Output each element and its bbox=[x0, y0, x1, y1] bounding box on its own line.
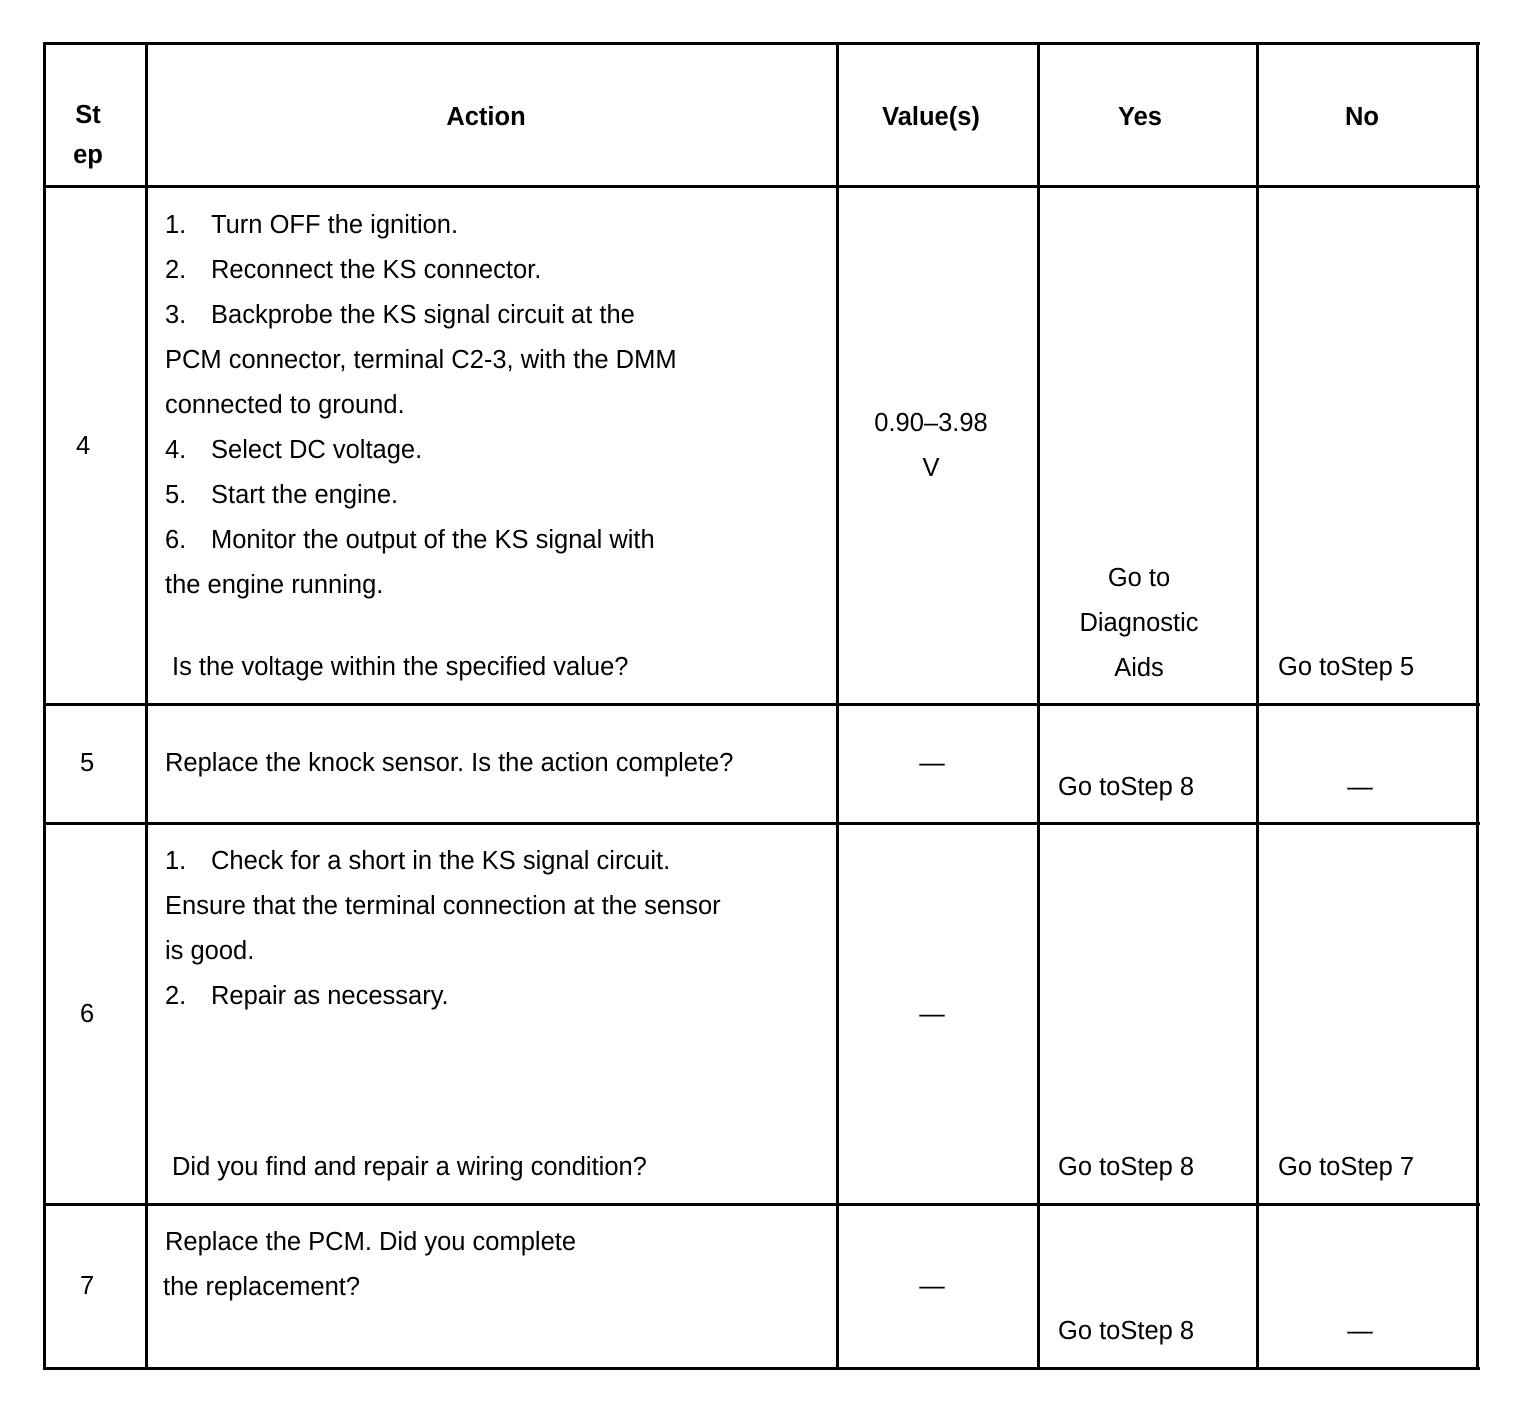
value-cell: — bbox=[919, 1000, 945, 1028]
value-cell: — bbox=[919, 749, 945, 777]
step-number: 7 bbox=[80, 1272, 95, 1300]
action-item: 6. Monitor the output of the KS signal with bbox=[165, 526, 655, 554]
action-item: 4. Select DC voltage. bbox=[165, 436, 423, 464]
header-divider bbox=[43, 185, 1480, 188]
action-continuation: connected to ground. bbox=[165, 391, 405, 419]
header-step bbox=[48, 95, 128, 175]
step-number: 5 bbox=[80, 749, 95, 777]
no-cell: — bbox=[1347, 1317, 1373, 1345]
table-border-left bbox=[43, 42, 46, 1370]
header-action: Action bbox=[446, 103, 526, 131]
yes-cell: Go to Diagnostic Aids bbox=[1079, 564, 1199, 682]
table-border-bottom bbox=[43, 1367, 1480, 1370]
column-divider bbox=[1256, 42, 1259, 1370]
action-item: 2. Repair as necessary. bbox=[165, 982, 449, 1010]
header-step-line1: St bbox=[75, 101, 101, 129]
action-item: 3. Backprobe the KS signal circuit at the bbox=[165, 301, 635, 329]
no-cell: — bbox=[1347, 773, 1373, 801]
action-cell: Replace the PCM. Did you complete the replacement? bbox=[163, 1228, 577, 1301]
action-item: 1. Check for a short in the KS signal circuit. bbox=[165, 847, 671, 875]
action-question: Did you find and repair a wiring condition? bbox=[172, 1153, 647, 1181]
action-continuation: PCM connector, terminal C2-3, with the DMM bbox=[165, 346, 677, 374]
action-continuation: is good. bbox=[165, 937, 255, 965]
action-item: 5. Start the engine. bbox=[165, 481, 399, 509]
step-number: 4 bbox=[76, 432, 91, 460]
action-cell bbox=[165, 839, 721, 1019]
yes-cell: Go toStep 8 bbox=[1058, 1317, 1195, 1345]
header-no: No bbox=[1345, 103, 1379, 131]
column-divider bbox=[145, 42, 148, 1370]
row-divider bbox=[43, 822, 1480, 825]
header-values: Value(s) bbox=[882, 103, 980, 131]
table-border-right bbox=[1476, 42, 1479, 1370]
no-cell: Go toStep 7 bbox=[1278, 1153, 1415, 1181]
row-divider bbox=[43, 1203, 1480, 1206]
column-divider bbox=[1037, 42, 1040, 1370]
value-cell: 0.90–3.98 V bbox=[874, 409, 988, 482]
action-item: 1. Turn OFF the ignition. bbox=[165, 211, 459, 239]
action-continuation: the engine running. bbox=[165, 571, 384, 599]
action-continuation: Ensure that the terminal connection at the sensor bbox=[165, 892, 721, 920]
action-cell: Replace the knock sensor. Is the action complete? bbox=[165, 749, 734, 777]
column-divider bbox=[836, 42, 839, 1370]
no-cell: Go toStep 5 bbox=[1278, 653, 1415, 681]
value-cell: — bbox=[919, 1272, 945, 1300]
header-yes: Yes bbox=[1118, 103, 1162, 131]
row-divider bbox=[43, 703, 1480, 706]
action-item: 2. Reconnect the KS connector. bbox=[165, 256, 542, 284]
action-question: Is the voltage within the specified value? bbox=[172, 653, 629, 681]
action-cell bbox=[165, 203, 677, 608]
header-step-line2: ep bbox=[73, 141, 103, 169]
yes-cell: Go toStep 8 bbox=[1058, 773, 1195, 801]
yes-cell: Go toStep 8 bbox=[1058, 1153, 1195, 1181]
step-number: 6 bbox=[80, 1000, 95, 1028]
table-border-top bbox=[43, 42, 1480, 45]
